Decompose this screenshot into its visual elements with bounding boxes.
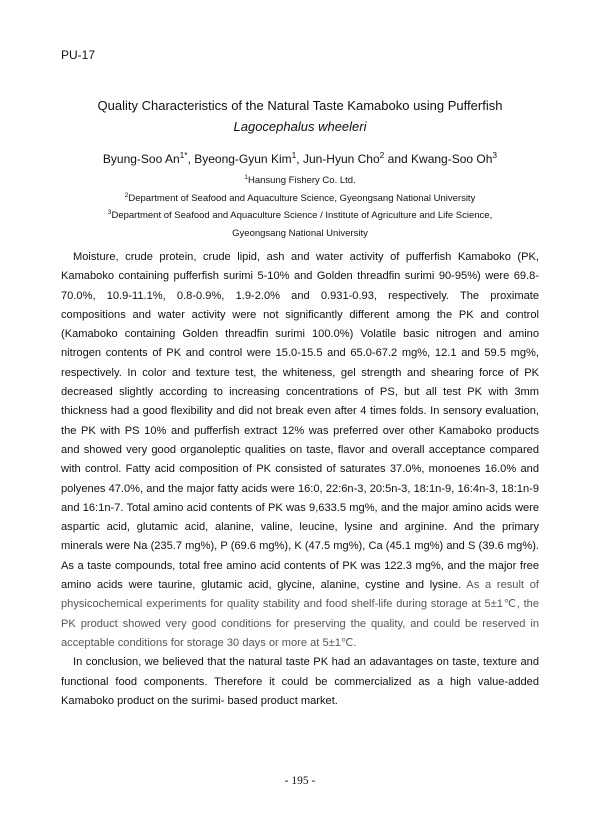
page-number: - 195 -: [284, 775, 316, 787]
abstract-paragraph-1: [61, 248, 539, 653]
affiliation-3-mark: 3: [107, 208, 112, 216]
author-list: [0, 150, 600, 168]
abstract-paragraph-1-main: Moisture, crude protein, crude lipid, ash and water activity of pufferfish Kamaboko (PK, Kamaboko containing pufferfish surimi 5-10% and Golden threadfin surimi 90-95%) were 69.8-70.0%, 10.9-11.1%, 0.8-0.9%, 1.9-2.0% and 0.931-0.93, respectively. The proximate compositions and water activity were not significantly different among the PK and control (Kamaboko containing Golden threadfin surimi 100.0%) Volatile basic nitrogen and amino nitrogen contents of PK and control were 15.0-15.5 and 65.0-67.2 mg%, 12.1 and 59.5 mg%, respectively. In color and texture test, the whiteness, gel strength and shearing force of PK decreased slightly according to increasing concentrations of PS, but all test PK with 3mm thickness had a good flexibility and did not break even after 4 times folds. In sensory evaluation, the PK with PS 10% and pufferfish extract 12% was preferred over other Kamaboko products and showed very good organoleptic qualities on taste, flavor and overall acceptance compared with control. Fatty acid composition of PK consisted of saturates 37.0%, monoenes 16.0% and polyenes 47.0%, and the major fatty acids were 16:0, 22:6n-3, 20:5n-3, 18:1n-9, 16:4n-3, 18:1n-9 and 16:1n-7. Total amino acid contents of PK was 9,633.5 mg%, and the major amino acids were aspartic acid, glutamic acid, alanine, valine, leucine, lysine and arginine. And the primary minerals were Na (235.7 mg%), P (69.6 mg%), K (47.5 mg%), Ca (45.1 mg%) and S (39.6 mg%). As a taste compounds, total free amino acid contents of PK was 122.3 mg%, and the major free amino acids were taurine, glutamic acid, glycine, alanine, cystine and lysine.: [61, 251, 539, 592]
affiliation-1-text: Hansung Fishery Co. Ltd.: [247, 175, 356, 186]
affiliation-3-cont: [0, 225, 600, 243]
affiliation-3-text-cont: Gyeongsang National University: [232, 227, 368, 239]
paper-title: [0, 95, 600, 137]
author-1: Byung-Soo An: [102, 152, 180, 166]
affiliation-3: [0, 207, 600, 225]
author-3-mark: 2: [379, 150, 385, 160]
session-code: PU-17: [61, 48, 96, 62]
author-2: , Byeong-Gyun Kim: [187, 152, 292, 166]
author-1-mark: 1*: [179, 150, 188, 160]
author-3: , Jun-Hyun Cho: [296, 152, 380, 166]
abstract-paragraph-1-storage: As a result of physicochemical experiments for quality stability and food shelf-life during storage at 5±1℃, the PK product showed very good conditions for preserving the quality, and could be reserved in acceptable conditions for storage 30 days or more at 5±1℃.: [61, 579, 539, 649]
abstract-body: [61, 248, 539, 711]
affiliation-2: [0, 190, 600, 208]
affiliation-1: [0, 172, 600, 190]
affiliation-3-text: Department of Seafood and Aquaculture Science / Institute of Agriculture and Life Science,: [111, 210, 493, 221]
affiliation-2-mark: 2: [124, 191, 129, 199]
author-2-mark: 1: [291, 150, 297, 160]
affiliation-2-text: Department of Seafood and Aquaculture Science, Gyeongsang National University: [128, 192, 476, 204]
title-line-1: Quality Characteristics of the Natural Taste Kamaboko using Pufferfish: [97, 98, 503, 113]
affiliation-list: [0, 172, 600, 242]
affiliation-1-mark: 1: [244, 173, 248, 181]
author-4: and Kwang-Soo Oh: [384, 152, 493, 166]
author-4-mark: 3: [492, 150, 498, 160]
abstract-paragraph-2: In conclusion, we believed that the natural taste PK had an adavantages on taste, texture and functional food components. Therefore it could be commercialized as a high value-added Kamaboko product on the surimi- based product market.: [61, 656, 539, 707]
title-species-name: Lagocephalus wheeleri: [233, 119, 367, 134]
